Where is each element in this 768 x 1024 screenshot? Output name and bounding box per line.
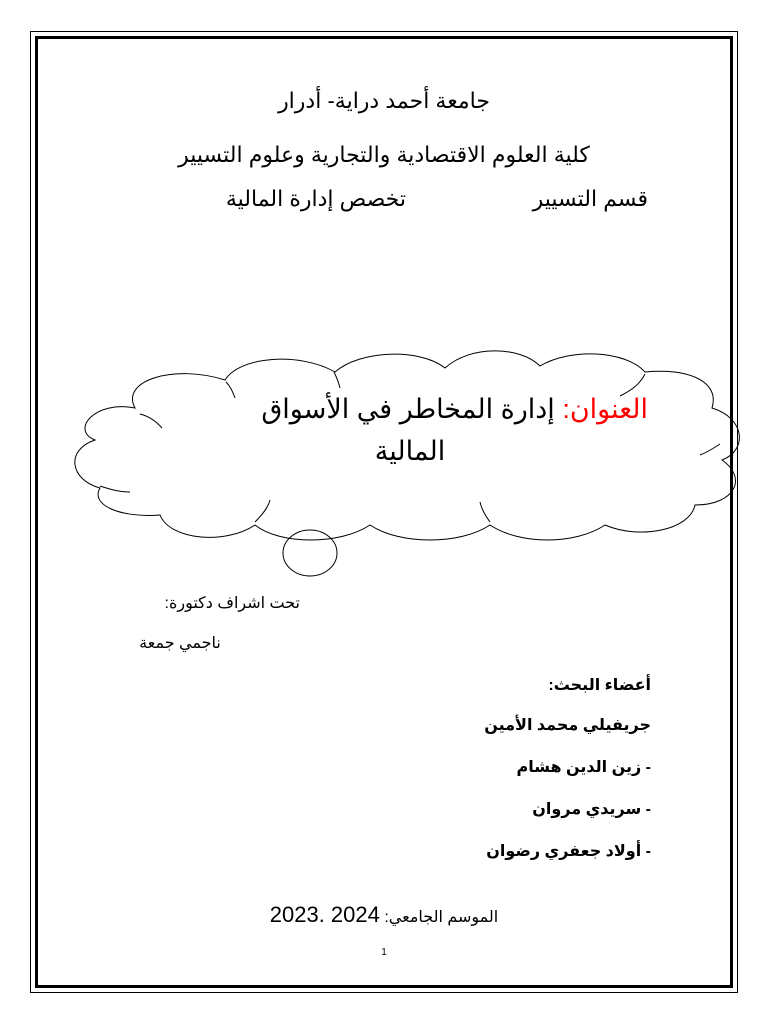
member-item: - سريدي مروان <box>532 801 651 818</box>
member-item: - أولاد جعفري رضوان <box>486 843 651 860</box>
academic-season <box>0 904 768 926</box>
supervisor-name: ناجمي جمعة <box>139 635 221 652</box>
title-line-2: المالية <box>374 436 446 466</box>
supervision-label: تحت اشراف دكتورة: <box>164 595 300 612</box>
season-years: 2023. 2024 <box>269 902 380 927</box>
member-item: جريفيلي محمد الأمين <box>484 717 651 734</box>
title-line-1 <box>261 396 648 423</box>
title-text-1: إدارة المخاطر في الأسواق <box>261 394 555 424</box>
university-name: جامعة أحمد دراية- أدرار <box>278 88 490 113</box>
title-label: العنوان: <box>562 394 648 424</box>
page-number: 1 <box>381 947 387 958</box>
faculty-name: كلية العلوم الاقتصادية والتجارية وعلوم التسيير <box>178 142 590 167</box>
members-heading: أعضاء البحث: <box>548 677 651 694</box>
department-name: قسم التسيير <box>532 186 648 211</box>
member-item: - زين الدين هشام <box>516 759 651 776</box>
specialty-name: تخصص إدارة المالية <box>225 186 406 211</box>
season-label: الموسم الجامعي: <box>384 909 499 926</box>
